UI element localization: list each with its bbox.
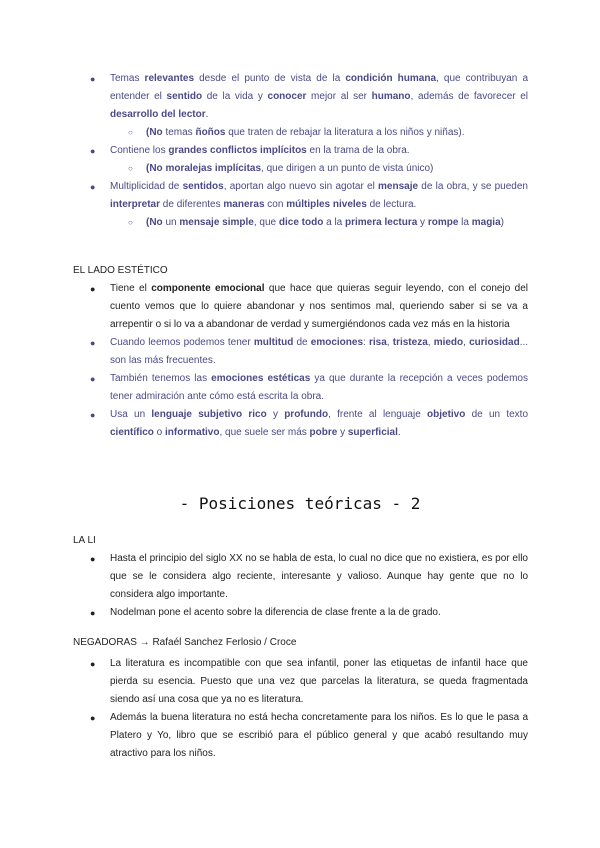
list-item xyxy=(90,709,528,763)
list-item xyxy=(90,655,528,709)
list-item xyxy=(90,142,528,160)
filled-bullet-icon: ● xyxy=(90,659,96,669)
heading-negadoras: NEGADORAS → Rafaél Sanchez Ferlosio / Croce xyxy=(73,637,297,648)
filled-bullet-icon: ● xyxy=(90,146,96,156)
list-item-text: Nodelman pone el acento sobre la diferencia de clase frente a la de grado. xyxy=(110,607,441,618)
list-item xyxy=(90,70,529,124)
filled-bullet-icon: ● xyxy=(90,182,96,192)
list-item-text: Multiplicidad de sentidos, aportan algo nuevo sin agotar el mensaje de la obra, y se pueden interpretar de diferentes maneras con múltiples niveles de lectura. xyxy=(110,181,528,210)
list-item xyxy=(128,214,528,232)
filled-bullet-icon: ● xyxy=(90,284,96,294)
filled-bullet-icon: ● xyxy=(90,608,96,618)
list-item xyxy=(90,370,528,406)
hollow-bullet-icon: ○ xyxy=(128,164,133,173)
list-item-text: Tiene el componente emocional que hace que quieras seguir leyendo, con el conejo del cuento vemos que lo quiere abandonar y nos sentimos mal, queriendo saber si se va a arrepentir o si lo va a abandonar de verdad y sumergiéndonos cada vez más en la historia xyxy=(110,283,528,330)
filled-bullet-icon: ● xyxy=(90,374,96,384)
list-item-text: Hasta el principio del siglo XX no se habla de esta, lo cual no dice que no existiera, es por ello que se le considera algo reciente, interesante y valioso. Aunque hay gente que no lo considera algo importante. xyxy=(110,553,528,600)
list-item-text: También tenemos las emociones estéticas ya que durante la recepción a veces podemos tener admiración ante cómo está escrita la obra. xyxy=(110,373,528,402)
filled-bullet-icon: ● xyxy=(90,554,96,564)
list-item xyxy=(90,406,529,442)
list-item-text: (No un mensaje simple, que dice todo a la primera lectura y rompe la magia) xyxy=(146,217,504,228)
list-item-text: Usa un lenguaje subjetivo rico y profundo, frente al lenguaje objetivo de un texto científico o informativo, que suele ser más pobre y superficial. xyxy=(110,409,529,438)
list-item-text: Contiene los grandes conflictos implícitos en la trama de la obra. xyxy=(110,145,410,156)
filled-bullet-icon: ● xyxy=(90,713,96,723)
list-item-text: La literatura es incompatible con que sea infantil, poner las etiquetas de infantil hace que pierda su esencia. Puesto que una vez que parcelas la literatura, se queda fragmentada siendo así una cosa que ya no es literatura. xyxy=(110,658,528,705)
hollow-bullet-icon: ○ xyxy=(128,128,133,137)
list-item-text: (No moralejas implícitas, que dirigen a un punto de vista único) xyxy=(146,163,434,174)
list-item-text: Además la buena literatura no está hecha concretamente para los niños. Es lo que le pasa a Platero y Yo, libro que se escribió para el público general y que acabó resultando muy atractivo para los niños. xyxy=(110,712,528,759)
heading-lado-estetico: EL LADO ESTÉTICO xyxy=(73,265,168,276)
list-item-text: (No temas ñoños que traten de rebajar la literatura a los niños y niñas). xyxy=(146,127,465,138)
page-title: - Posiciones teóricas - 2 xyxy=(179,494,421,513)
list-item xyxy=(90,178,528,214)
list-item xyxy=(90,334,529,370)
section-lado-estetico-items xyxy=(0,280,600,442)
filled-bullet-icon: ● xyxy=(90,410,96,420)
filled-bullet-icon: ● xyxy=(90,74,96,84)
section-tematic-items xyxy=(0,70,600,232)
section-negadoras-items xyxy=(0,655,600,763)
section-la-li-items xyxy=(0,550,600,622)
hollow-bullet-icon: ○ xyxy=(128,218,133,227)
list-item xyxy=(90,604,528,622)
heading-la-li: LA LI xyxy=(73,535,96,546)
list-item xyxy=(90,550,528,604)
list-item-text: Cuando leemos podemos tener multitud de emociones: risa, tristeza, miedo, curiosidad... son las más frecuentes. xyxy=(110,337,529,366)
list-item xyxy=(90,280,528,334)
list-item-text: Temas relevantes desde el punto de vista de la condición humana, que contribuyan a entender el sentido de la vida y conocer mejor al ser humano, además de favorecer el desarrollo del lector. xyxy=(110,73,529,120)
filled-bullet-icon: ● xyxy=(90,338,96,348)
list-item xyxy=(128,124,528,142)
list-item xyxy=(128,160,528,178)
